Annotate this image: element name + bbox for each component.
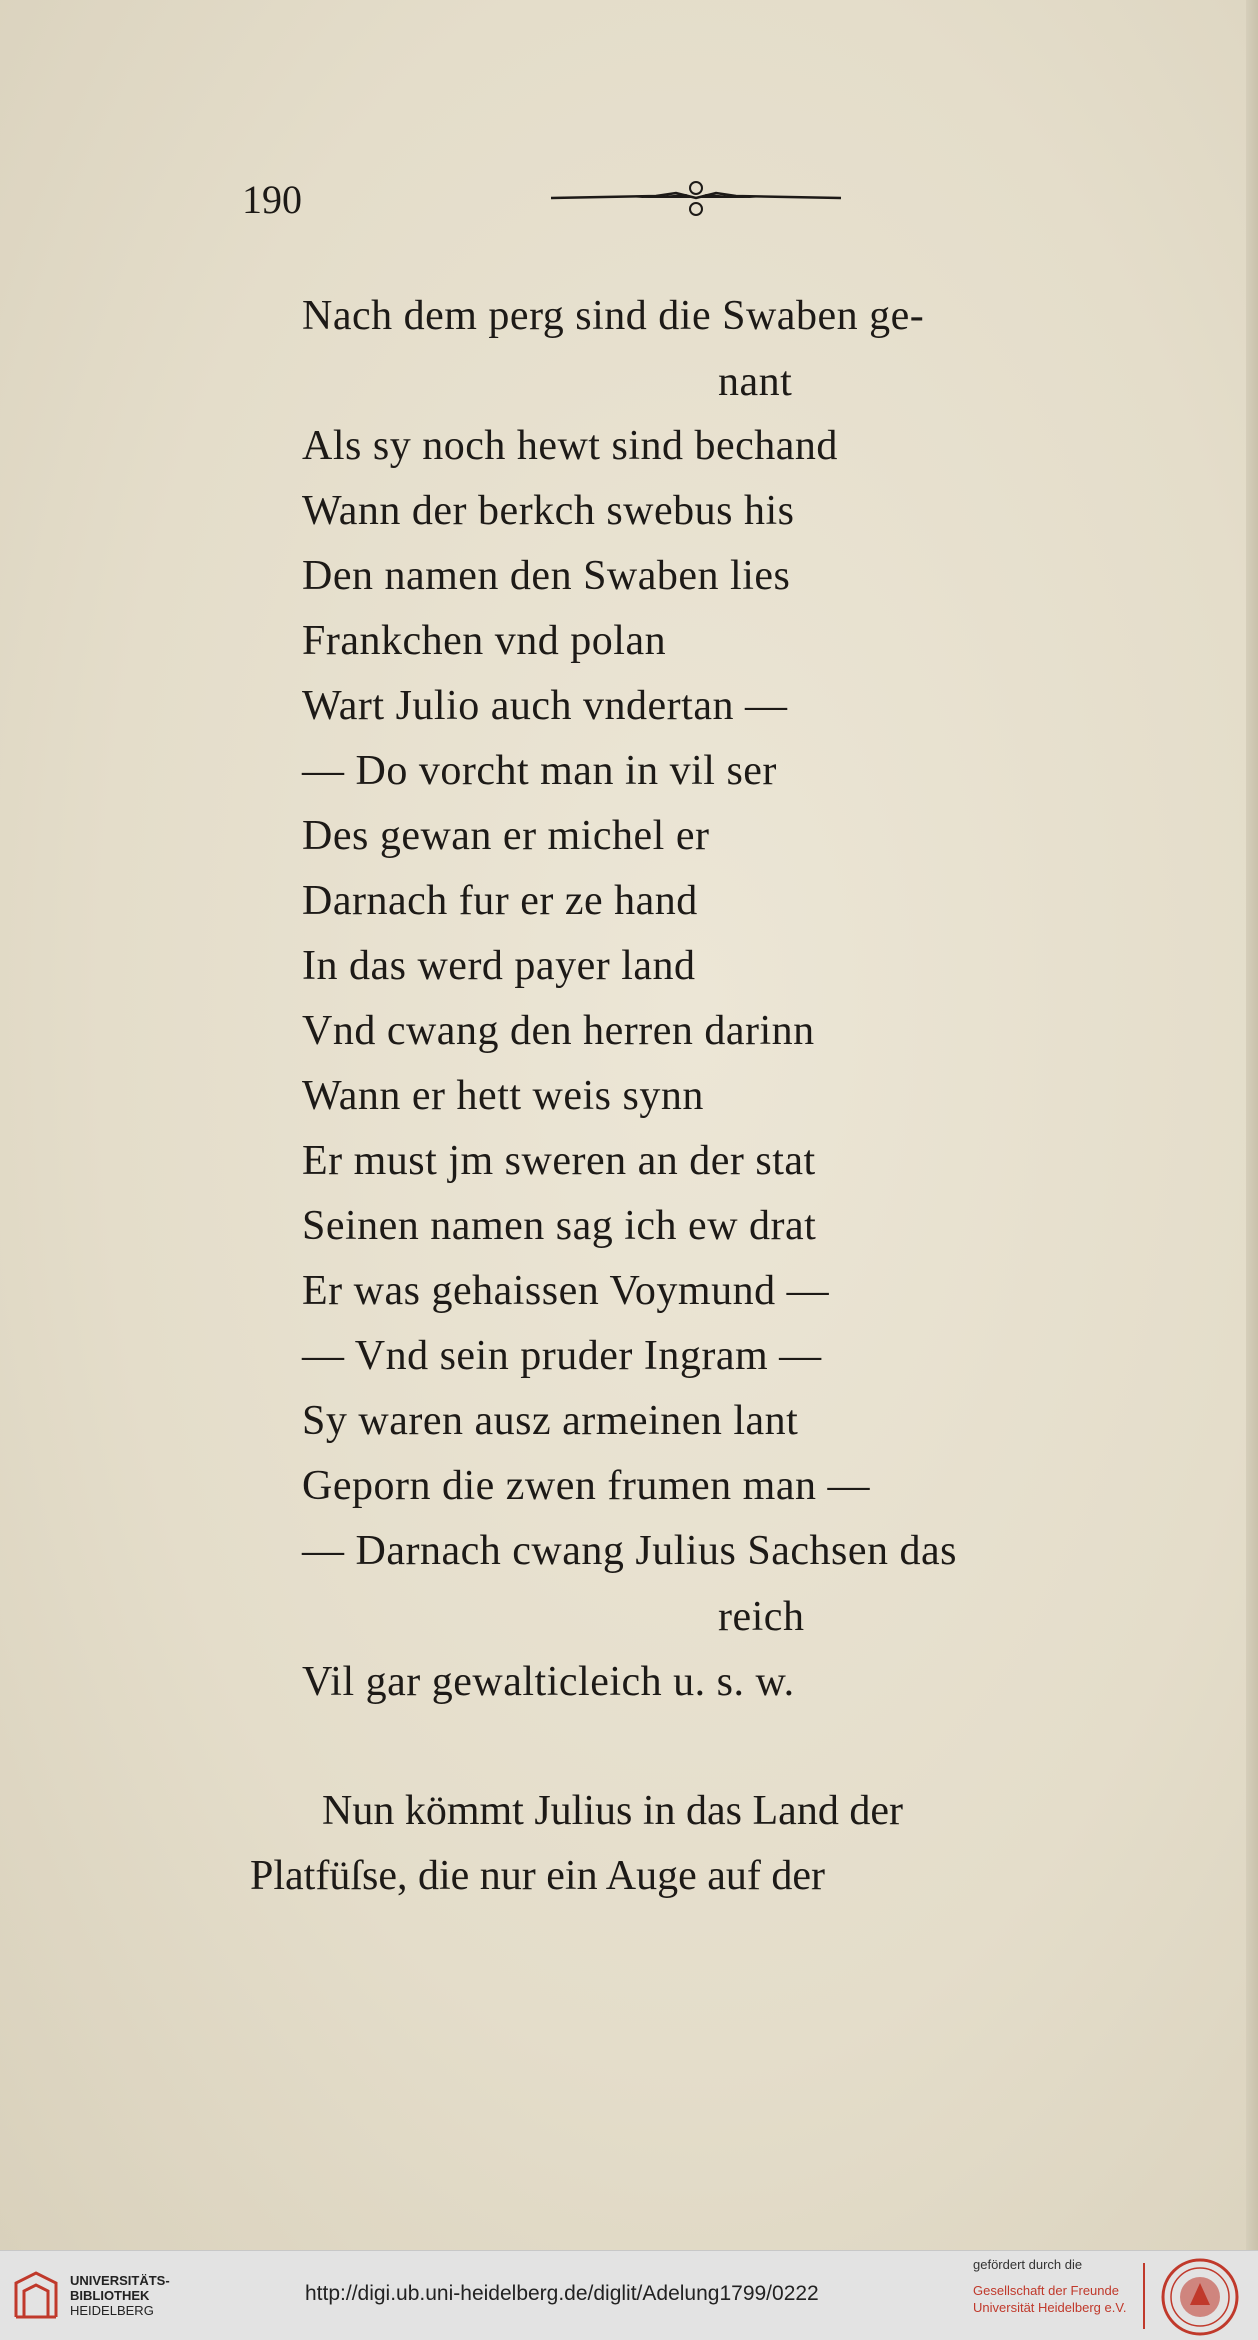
- society-name: [973, 2282, 1126, 2316]
- verse-line: Wann der berkch swebus his: [302, 488, 795, 534]
- verse-line: Darnach fur er ze hand: [302, 878, 698, 924]
- verse-line: — Vnd sein pruder Ingram —: [302, 1333, 822, 1379]
- prose-line: Nun kömmt Julius in das Land der: [322, 1788, 903, 1834]
- digitization-footer: [0, 2250, 1258, 2340]
- verse-line: Nach dem perg sind die Swaben ge-: [302, 293, 925, 339]
- verse-line: — Do vorcht man in vil ser: [302, 748, 777, 794]
- verse-line: Wann er hett weis synn: [302, 1073, 704, 1119]
- verse-line: nant: [718, 359, 793, 405]
- library-name-line: HEIDELBERG: [70, 2303, 154, 2318]
- prose-line: Platfüſse, die nur ein Auge auf der: [250, 1853, 825, 1899]
- page-edge: [1246, 0, 1258, 2250]
- verse-line: Geporn die zwen frumen man —: [302, 1463, 870, 1509]
- verse-line: Er was gehaissen Voymund —: [302, 1268, 830, 1314]
- permalink-url[interactable]: http://digi.ub.uni-heidelberg.de/diglit/Adelung1799/0222: [305, 2282, 819, 2305]
- verse-line: Wart Julio auch vndertan —: [302, 683, 788, 729]
- verse-line: Sy waren ausz armeinen lant: [302, 1398, 799, 1444]
- university-seal-icon: [1160, 2257, 1240, 2337]
- verse-line: Des gewan er michel er: [302, 813, 710, 859]
- footer-divider: [1143, 2263, 1145, 2329]
- funded-by-label: gefördert durch die: [973, 2257, 1083, 2272]
- page-number: 190: [242, 177, 302, 222]
- library-name-line: BIBLIOTHEK: [70, 2288, 150, 2303]
- society-name-line: Gesellschaft der Freunde: [973, 2283, 1119, 2298]
- society-name-line: Universität Heidelberg e.V.: [973, 2300, 1127, 2315]
- verse-line: Seinen namen sag ich ew drat: [302, 1203, 817, 1249]
- verse-line: Den namen den Swaben lies: [302, 553, 791, 599]
- verse-line: — Darnach cwang Julius Sachsen das: [302, 1528, 957, 1574]
- library-name-line: UNIVERSITÄTS-: [70, 2273, 170, 2288]
- verse-line: reich: [718, 1594, 805, 1640]
- verse-line: Frankchen vnd polan: [302, 618, 667, 664]
- verse-line: Als sy noch hewt sind bechand: [302, 423, 838, 469]
- verse-line: In das werd payer land: [302, 943, 696, 989]
- verse-line: Vnd cwang den herren darinn: [302, 1008, 815, 1054]
- header-ornament-icon: [546, 176, 846, 220]
- verse-line: Er must jm sweren an der stat: [302, 1138, 816, 1184]
- university-library-logo-icon: [12, 2269, 60, 2321]
- library-name: [70, 2273, 170, 2318]
- verse-line: Vil gar gewalticleich u. s. w.: [302, 1659, 795, 1705]
